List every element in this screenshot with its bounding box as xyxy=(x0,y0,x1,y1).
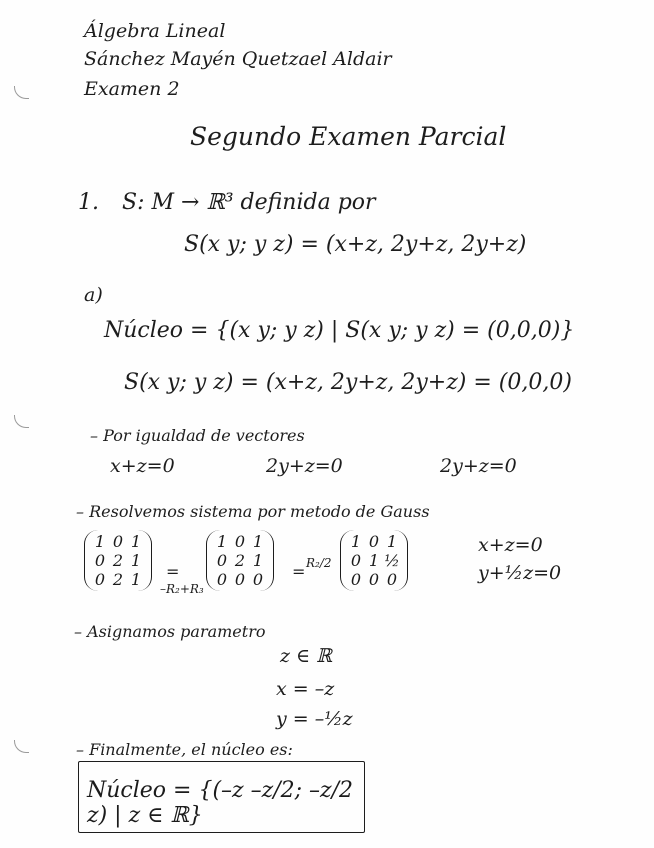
exam-label: Examen 2 xyxy=(84,78,180,100)
problem-definition: S(x y; y z) = (x+z, 2y+z, 2y+z) xyxy=(184,232,527,257)
matrix-cell: 1 xyxy=(350,532,362,551)
row-operation-2: R₂/2 xyxy=(306,556,332,570)
course-name: Álgebra Lineal xyxy=(84,20,226,42)
matrix-cell: 1 xyxy=(130,570,142,589)
matrix-cell: 0 xyxy=(94,551,106,570)
margin-mark xyxy=(14,415,29,428)
matrix-cell: 0 xyxy=(112,532,124,551)
kernel-equation: S(x y; y z) = (x+z, 2y+z, 2y+z) = (0,0,0) xyxy=(124,370,572,395)
matrix-cell: 0 xyxy=(94,570,106,589)
gauss-note: – Resolvemos sistema por metodo de Gauss xyxy=(76,502,430,521)
matrix-cell: 0 xyxy=(234,532,246,551)
augmented-matrix-2 xyxy=(206,530,274,591)
matrix-cell: 1 xyxy=(94,532,106,551)
augmented-matrix-3 xyxy=(340,530,408,591)
parameter-z: z ∈ ℝ xyxy=(280,645,332,667)
equation-3: 2y+z=0 xyxy=(440,455,517,477)
matrix-cell: 1 xyxy=(130,532,142,551)
final-note: – Finalmente, el núcleo es: xyxy=(76,740,293,759)
reduced-equation-2: y+½z=0 xyxy=(478,562,562,584)
parameter-note: – Asignamos parametro xyxy=(74,622,266,641)
parameter-x: x = –z xyxy=(276,678,335,700)
matrix-cell: 1 xyxy=(386,532,398,551)
matrix-cell: 0 xyxy=(350,570,362,589)
matrix-cell: 1 xyxy=(130,551,142,570)
matrix-cell: 0 xyxy=(368,570,380,589)
matrix-cell: 0 xyxy=(234,570,246,589)
equation-1: x+z=0 xyxy=(110,455,175,477)
answer-box xyxy=(78,761,365,833)
matrix-cell: 1 xyxy=(216,532,228,551)
equals-sign: = xyxy=(166,562,180,581)
margin-mark xyxy=(14,86,29,99)
matrix-cell: ½ xyxy=(384,551,400,570)
final-answer: Núcleo = {(–z –z/2; –z/2 z) | z ∈ ℝ} xyxy=(87,778,354,828)
equation-2: 2y+z=0 xyxy=(266,455,343,477)
matrix-cell: 0 xyxy=(368,532,380,551)
problem-number: 1. xyxy=(78,190,99,215)
margin-mark xyxy=(14,740,29,753)
matrix-cell: 2 xyxy=(234,551,246,570)
row-operation-1: –R₂+R₃ xyxy=(160,582,204,596)
problem-statement: S: M → ℝ³ definida por xyxy=(122,190,376,215)
kernel-definition: Núcleo = {(x y; y z) | S(x y; y z) = (0,0,0)} xyxy=(104,318,575,343)
augmented-matrix-1 xyxy=(84,530,152,591)
matrix-cell: 0 xyxy=(350,551,362,570)
matrix-cell: 1 xyxy=(252,532,264,551)
matrix-cell: 2 xyxy=(112,570,124,589)
reduced-equation-1: x+z=0 xyxy=(478,534,543,556)
matrix-cell: 0 xyxy=(216,570,228,589)
equals-sign: = xyxy=(292,562,306,581)
parameter-y: y = –½z xyxy=(276,708,353,730)
matrix-cell: 0 xyxy=(386,570,398,589)
matrix-cell: 0 xyxy=(216,551,228,570)
student-name: Sánchez Mayén Quetzael Aldair xyxy=(84,48,392,70)
vector-equality-note: – Por igualdad de vectores xyxy=(90,426,305,445)
matrix-cell: 0 xyxy=(252,570,264,589)
matrix-cell: 2 xyxy=(112,551,124,570)
page-title: Segundo Examen Parcial xyxy=(190,122,507,151)
matrix-cell: 1 xyxy=(368,551,380,570)
matrix-cell: 1 xyxy=(252,551,264,570)
part-label: a) xyxy=(84,284,103,306)
